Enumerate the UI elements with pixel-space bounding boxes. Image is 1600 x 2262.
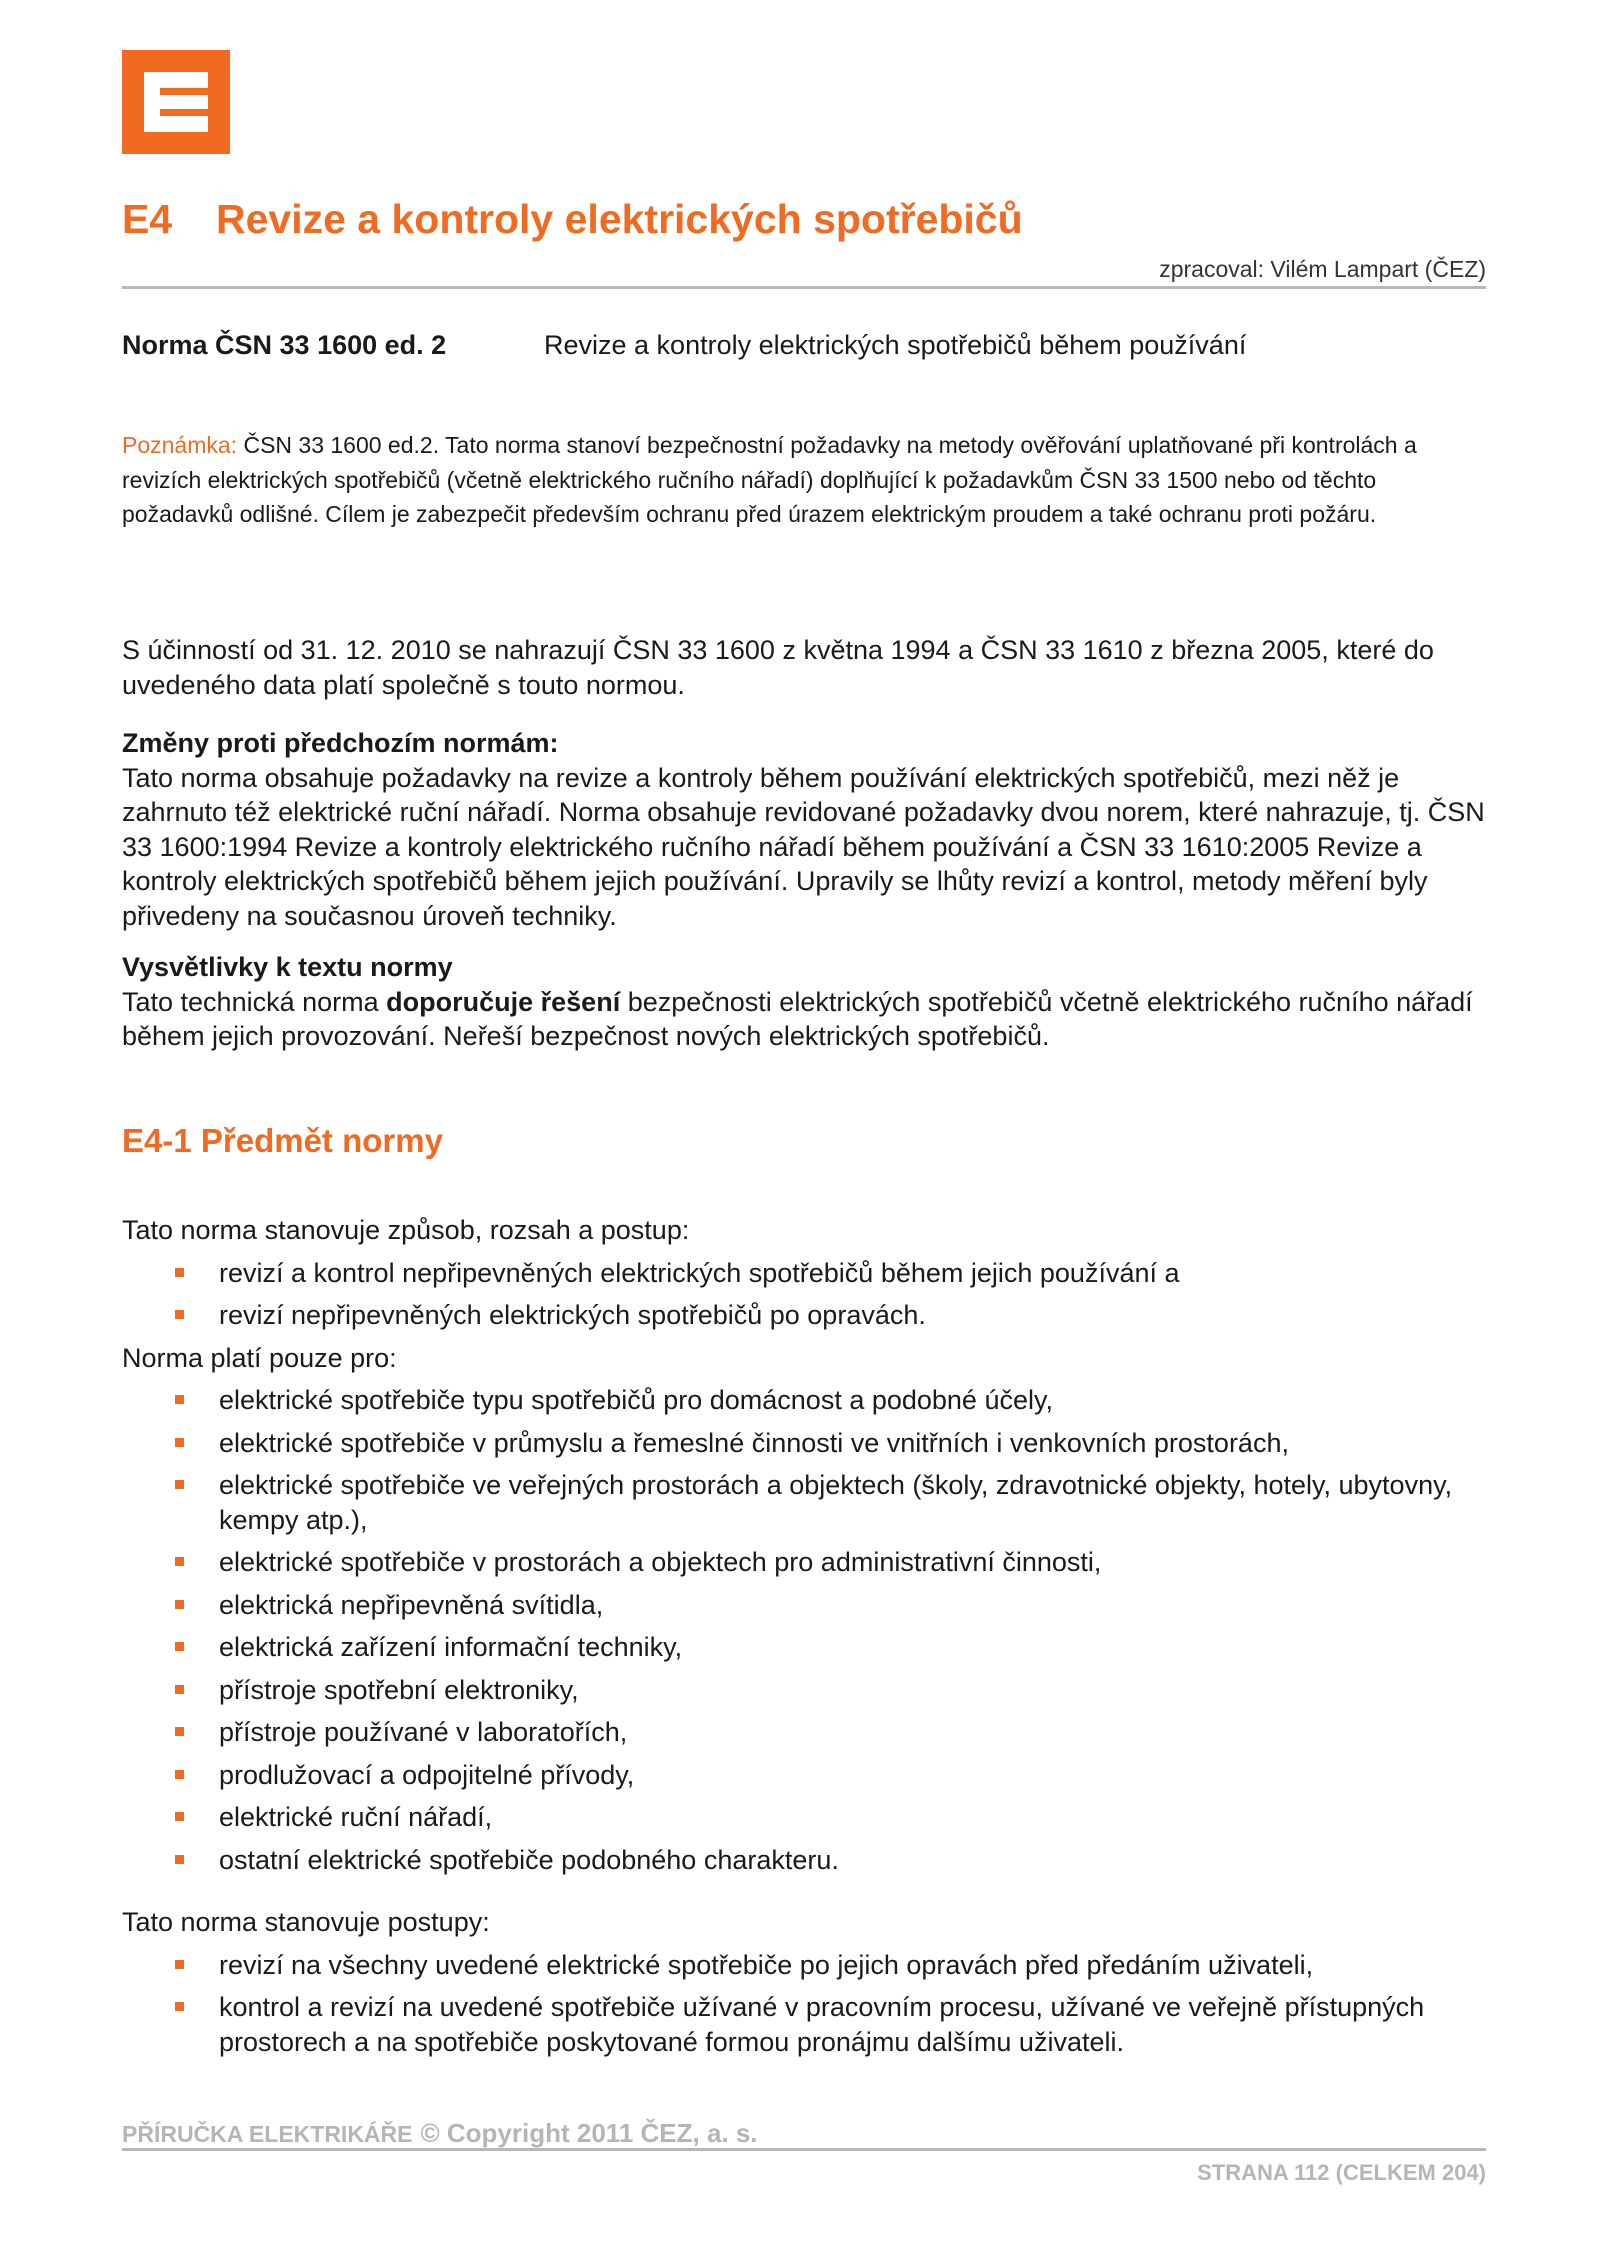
list-item-text: přístroje používané v laboratořích, — [219, 1717, 628, 1747]
norm-code: Norma ČSN 33 1600 ed. 2 — [122, 330, 447, 360]
list-item — [122, 1673, 1492, 1708]
procedures-list — [122, 1948, 1492, 2060]
list-item-text: revizí na všechny uvedené elektrické spotřebiče po jejich opravách před předáním uživateli, — [219, 1949, 1314, 1980]
bullet-icon — [175, 1557, 184, 1566]
note-label: Poznámka: — [122, 432, 238, 458]
bullet-icon — [175, 1855, 184, 1864]
list-item — [122, 1545, 1492, 1580]
changes-heading: Změny proti předchozím normám: — [122, 728, 559, 758]
bullet-icon — [175, 1480, 184, 1489]
cez-logo — [122, 50, 230, 154]
list-item-text: revizí nepřipevněných elektrických spotřebičů po opravách. — [219, 1300, 926, 1330]
title-text: Revize a kontroly elektrických spotřebičů — [216, 196, 1023, 242]
applies-intro: Norma platí pouze pro: — [122, 1342, 397, 1373]
list-item-text: prodlužovací a odpojitelné přívody, — [219, 1759, 635, 1790]
list-item-text: elektrické spotřebiče v prostorách a objektech pro administrativní činnosti, — [219, 1547, 1102, 1577]
list-item — [122, 1843, 1492, 1878]
list-item-text: elektrická zařízení informační techniky, — [219, 1632, 683, 1662]
list-item — [122, 1426, 1492, 1461]
list-item — [122, 1758, 1492, 1793]
bullet-icon — [175, 1642, 184, 1651]
list-item-text: ostatní elektrické spotřebiče podobného charakteru. — [219, 1844, 839, 1875]
footer-left — [122, 2118, 758, 2149]
explanations-text-start: Tato technická norma — [122, 986, 387, 1017]
list-item-text: přístroje spotřební elektroniky, — [219, 1674, 579, 1705]
list-item-text: revizí a kontrol nepřipevněných elektrických spotřebičů během jejich používání a — [219, 1257, 1180, 1288]
list-item-text: elektrická nepřipevněná svítidla, — [219, 1589, 604, 1620]
list-item — [122, 1948, 1492, 1983]
bullet-icon — [175, 1395, 184, 1404]
bullet-icon — [175, 1960, 184, 1969]
validity-paragraph: S účinností od 31. 12. 2010 se nahrazují ČSN 33 1600 z května 1994 a ČSN 33 1610 z března 2005, které do uvedeného data platí společně s touto normou. — [122, 635, 1434, 700]
bullet-icon — [175, 2002, 184, 2011]
list-item — [122, 1383, 1492, 1418]
bullet-icon — [175, 1770, 184, 1779]
list-item — [122, 1298, 1492, 1333]
procedures-intro: Tato norma stanovuje postupy: — [122, 1907, 490, 1937]
footer-book-title: PŘÍRUČKA ELEKTRIKÁŘE — [122, 2121, 413, 2147]
page-title — [122, 196, 1023, 243]
explanations-bold: doporučuje řešení — [386, 986, 621, 1017]
note-text: ČSN 33 1600 ed.2. Tato norma stanoví bezpečnostní požadavky na metody ověřování uplatňované při kontrolách a revizích elektrických spotřebičů (včetně elektrického ručního nářadí) doplňující k požadavkům ČSN 33 1500 nebo od těchto požadavků odlišné. Cílem je zabezpečit především ochranu před úrazem elektrickým proudem a také ochranu proti požáru. — [122, 432, 1417, 527]
list-item-text: kontrol a revizí na uvedené spotřebiče užívané v pracovním procesu, užívané ve veřejně přístupných prostorech a na spotřebiče poskytované formou pronájmu dalšímu uživateli. — [219, 1992, 1425, 2057]
scope-list — [122, 1256, 1492, 1333]
footer-copyright: © Copyright 2011 ČEZ, a. s. — [420, 2118, 758, 2148]
bullet-icon — [175, 1268, 184, 1277]
bullet-icon — [175, 1438, 184, 1447]
list-item-text: elektrické spotřebiče ve veřejných prostorách a objektech (školy, zdravotnické objekty, hotely, ubytovny, kempy atp.), — [219, 1470, 1453, 1535]
changes-text: Tato norma obsahuje požadavky na revize a kontroly během používání elektrických spotřebičů, mezi něž je zahrnuto též elektrické ruční nářadí. Norma obsahuje revidované požadavky dvou norem, které nahrazuje, tj. ČSN 33 1600:1994 Revize a kontroly elektrického ručního nářadí během používání a ČSN 33 1610:2005 Revize a kontroly elektrických spotřebičů během jejich používání. Upravily se lhůty revizí a kontrol, metody měření byly přivedeny na současnou úroveň techniky. — [122, 762, 1485, 931]
list-item — [122, 1990, 1492, 2059]
bullet-icon — [175, 1727, 184, 1736]
list-item-text: elektrické spotřebiče typu spotřebičů pro domácnost a podobné účely, — [219, 1385, 1053, 1415]
section-content — [122, 1213, 1492, 2067]
list-item — [122, 1800, 1492, 1835]
list-item — [122, 1630, 1492, 1665]
footer-divider — [122, 2148, 1486, 2151]
applies-list — [122, 1383, 1492, 1877]
note-paragraph — [122, 428, 1492, 532]
scope-intro: Tato norma stanovuje způsob, rozsah a postup: — [122, 1215, 690, 1245]
header-divider — [122, 286, 1486, 289]
norm-name: Revize a kontroly elektrických spotřebičů během používání — [544, 330, 1247, 360]
list-item — [122, 1256, 1492, 1291]
bullet-icon — [175, 1600, 184, 1609]
page-number: STRANA 112 (CELKEM 204) — [1197, 2160, 1486, 2185]
list-item — [122, 1588, 1492, 1623]
author-credit: zpracoval: Vilém Lampart (ČEZ) — [1159, 256, 1486, 282]
list-item — [122, 1468, 1492, 1537]
section-code: E4 — [122, 196, 173, 242]
bullet-icon — [175, 1812, 184, 1821]
list-item-text: elektrické spotřebiče v průmyslu a řemeslné činnosti ve vnitřních i venkovních prostorách, — [219, 1427, 1289, 1458]
explanations-block — [122, 950, 1492, 1054]
explanations-text-end: bezpečnosti elektrických spotřebičů včetně elektrického ručního nářadí během jejich provozování. Neřeší bezpečnost nových elektrických spotřebičů. — [122, 986, 1473, 1051]
list-item-text: elektrické ruční nářadí, — [219, 1802, 493, 1832]
norm-row — [122, 330, 1246, 361]
bullet-icon — [175, 1310, 184, 1319]
explanations-heading: Vysvětlivky k textu normy — [122, 952, 453, 982]
changes-block — [122, 726, 1492, 933]
bullet-icon — [175, 1685, 184, 1694]
section-title: E4-1 Předmět normy — [122, 1122, 443, 1159]
list-item — [122, 1715, 1492, 1750]
explanations-text — [122, 985, 1492, 1054]
